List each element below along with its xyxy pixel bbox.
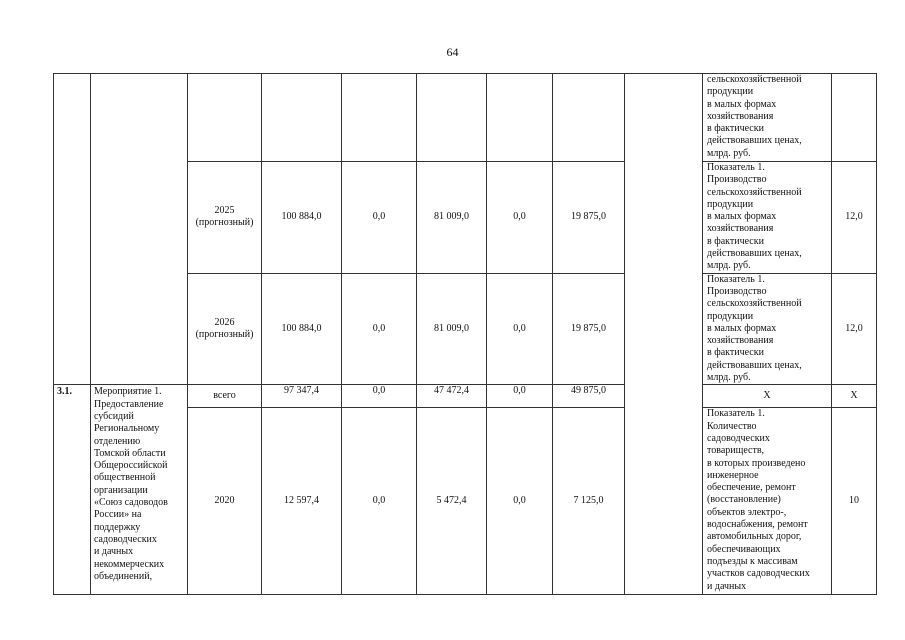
indicator-2026: Показатель 1. Производство сельскохозяйственной продукции в малых формах хозяйствования в фактически действовавших ценах, млрд. руб. xyxy=(703,273,832,385)
total-2025: 100 884,0 xyxy=(262,162,342,274)
cell-num-empty xyxy=(54,74,91,385)
table-row-measure-3-1 xyxy=(54,385,877,408)
cell-fed-empty xyxy=(342,74,417,162)
extra-2026: 19 875,0 xyxy=(553,273,625,385)
total-2020: 12 597,4 xyxy=(262,408,342,595)
reg-all: 47 472,4 xyxy=(417,385,487,408)
cell-extra-empty xyxy=(553,74,625,162)
extra-all: 49 875,0 xyxy=(553,385,625,408)
loc-all: 0,0 xyxy=(487,385,553,408)
loc-2020: 0,0 xyxy=(487,408,553,595)
value-all: Х xyxy=(832,385,877,408)
value-2020: 10 xyxy=(832,408,877,595)
fed-2020: 0,0 xyxy=(342,408,417,595)
cell-value-empty xyxy=(832,74,877,162)
measure-name: Мероприятие 1. Предоставление субсидий Региональному отделению Томской области Общероссийской общественной организации «Союз садоводов России» на поддержку садоводческих и дачных некоммерческих объединений, xyxy=(91,385,188,595)
cell-loc-empty xyxy=(487,74,553,162)
indicator-2025: Показатель 1. Производство сельскохозяйственной продукции в малых формах хозяйствования в фактически действовавших ценах, млрд. руб. xyxy=(703,162,832,274)
value-2025: 12,0 xyxy=(832,162,877,274)
cell-reg-empty xyxy=(417,74,487,162)
indicator-continuation: сельскохозяйственной продукции в малых формах хозяйствования в фактически действовавших ценах, млрд. руб. xyxy=(703,74,832,162)
cell-merged-blank xyxy=(625,74,703,595)
indicator-2020: Показатель 1. Количество садоводческих товариществ, в которых произведено инженерное обеспечение, ремонт (восстановление) объектов электро-, водоснабжения, ремонт автомобильных дорог, обеспечивающих подъезды к массивам участков садоводческих и дачных xyxy=(703,408,832,595)
reg-2020: 5 472,4 xyxy=(417,408,487,595)
year-total: всего xyxy=(188,385,262,408)
year-2026: 2026 (прогнозный) xyxy=(188,273,262,385)
cell-name-empty xyxy=(91,74,188,385)
budget-table xyxy=(53,73,877,595)
value-2026: 12,0 xyxy=(832,273,877,385)
indicator-all: Х xyxy=(703,385,832,408)
extra-2020: 7 125,0 xyxy=(553,408,625,595)
cell-total-empty xyxy=(262,74,342,162)
year-2020: 2020 xyxy=(188,408,262,595)
total-2026: 100 884,0 xyxy=(262,273,342,385)
measure-number: 3.1. xyxy=(54,385,91,595)
reg-2026: 81 009,0 xyxy=(417,273,487,385)
fed-all: 0,0 xyxy=(342,385,417,408)
page-number: 64 xyxy=(446,45,459,59)
total-all: 97 347,4 xyxy=(262,385,342,408)
fed-2025: 0,0 xyxy=(342,162,417,274)
table-row-continuation xyxy=(54,74,877,162)
reg-2025: 81 009,0 xyxy=(417,162,487,274)
cell-year-empty xyxy=(188,74,262,162)
loc-2025: 0,0 xyxy=(487,162,553,274)
loc-2026: 0,0 xyxy=(487,273,553,385)
year-2025: 2025 (прогнозный) xyxy=(188,162,262,274)
extra-2025: 19 875,0 xyxy=(553,162,625,274)
fed-2026: 0,0 xyxy=(342,273,417,385)
